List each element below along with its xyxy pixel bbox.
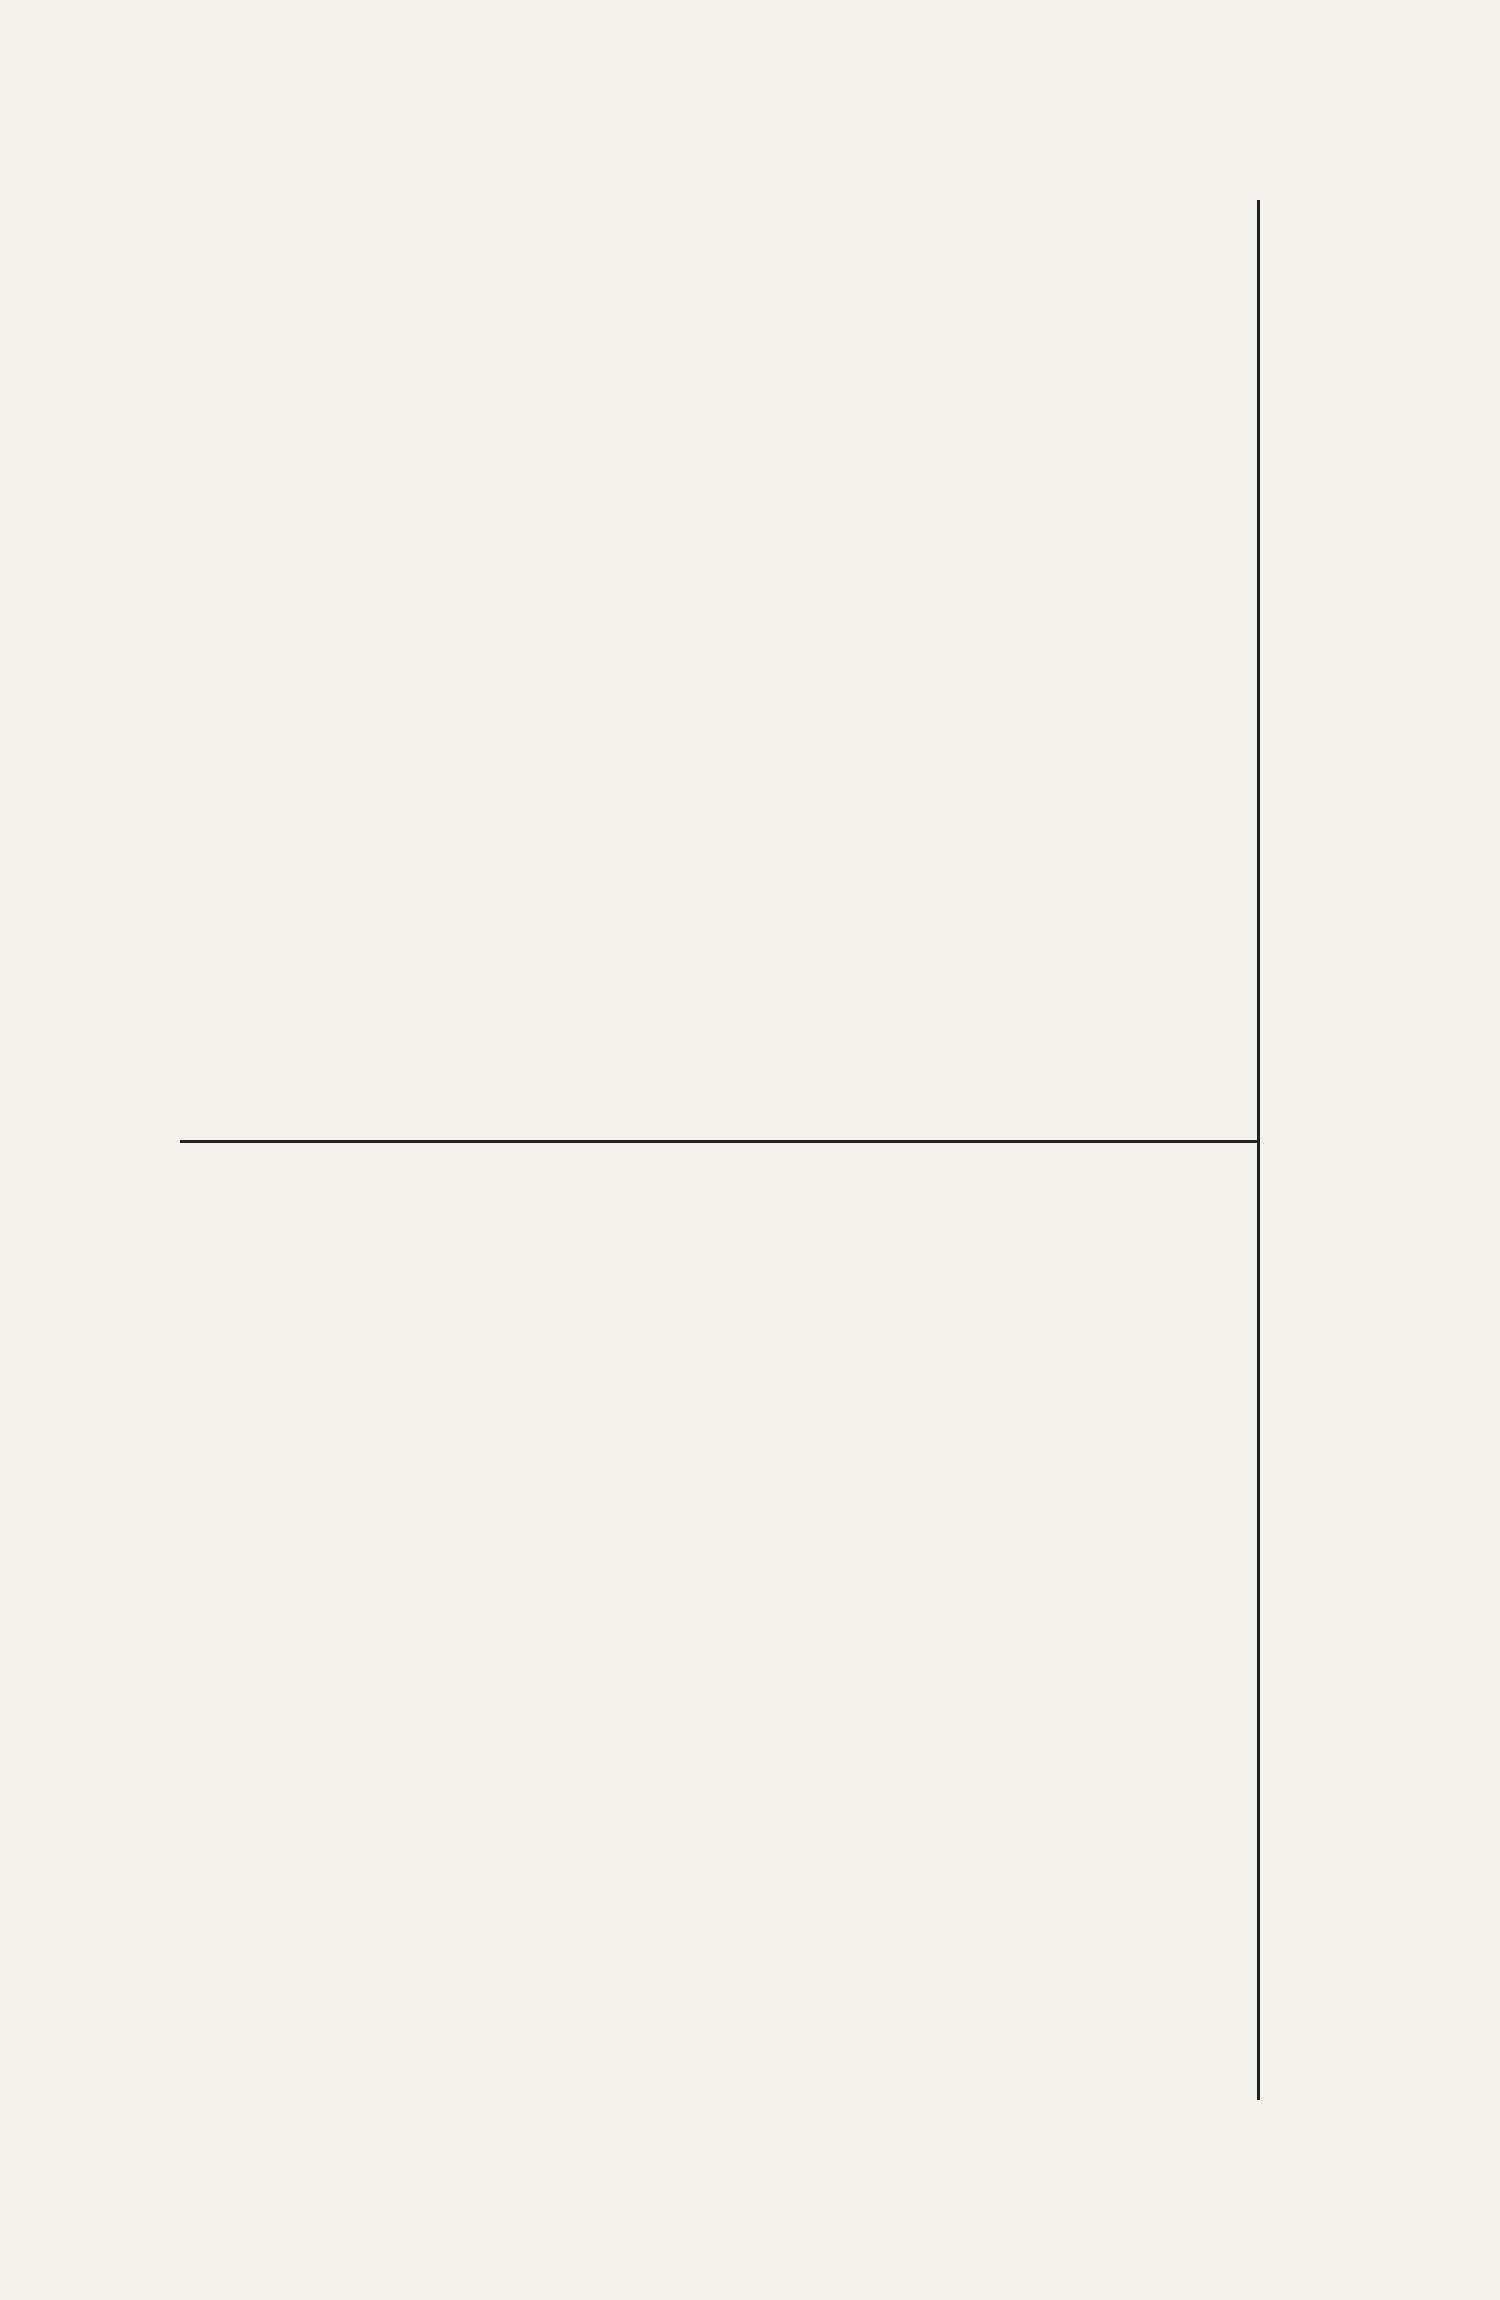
tier-divider-rule [180,1140,1257,1143]
page-frame-rule [1257,200,1260,2100]
